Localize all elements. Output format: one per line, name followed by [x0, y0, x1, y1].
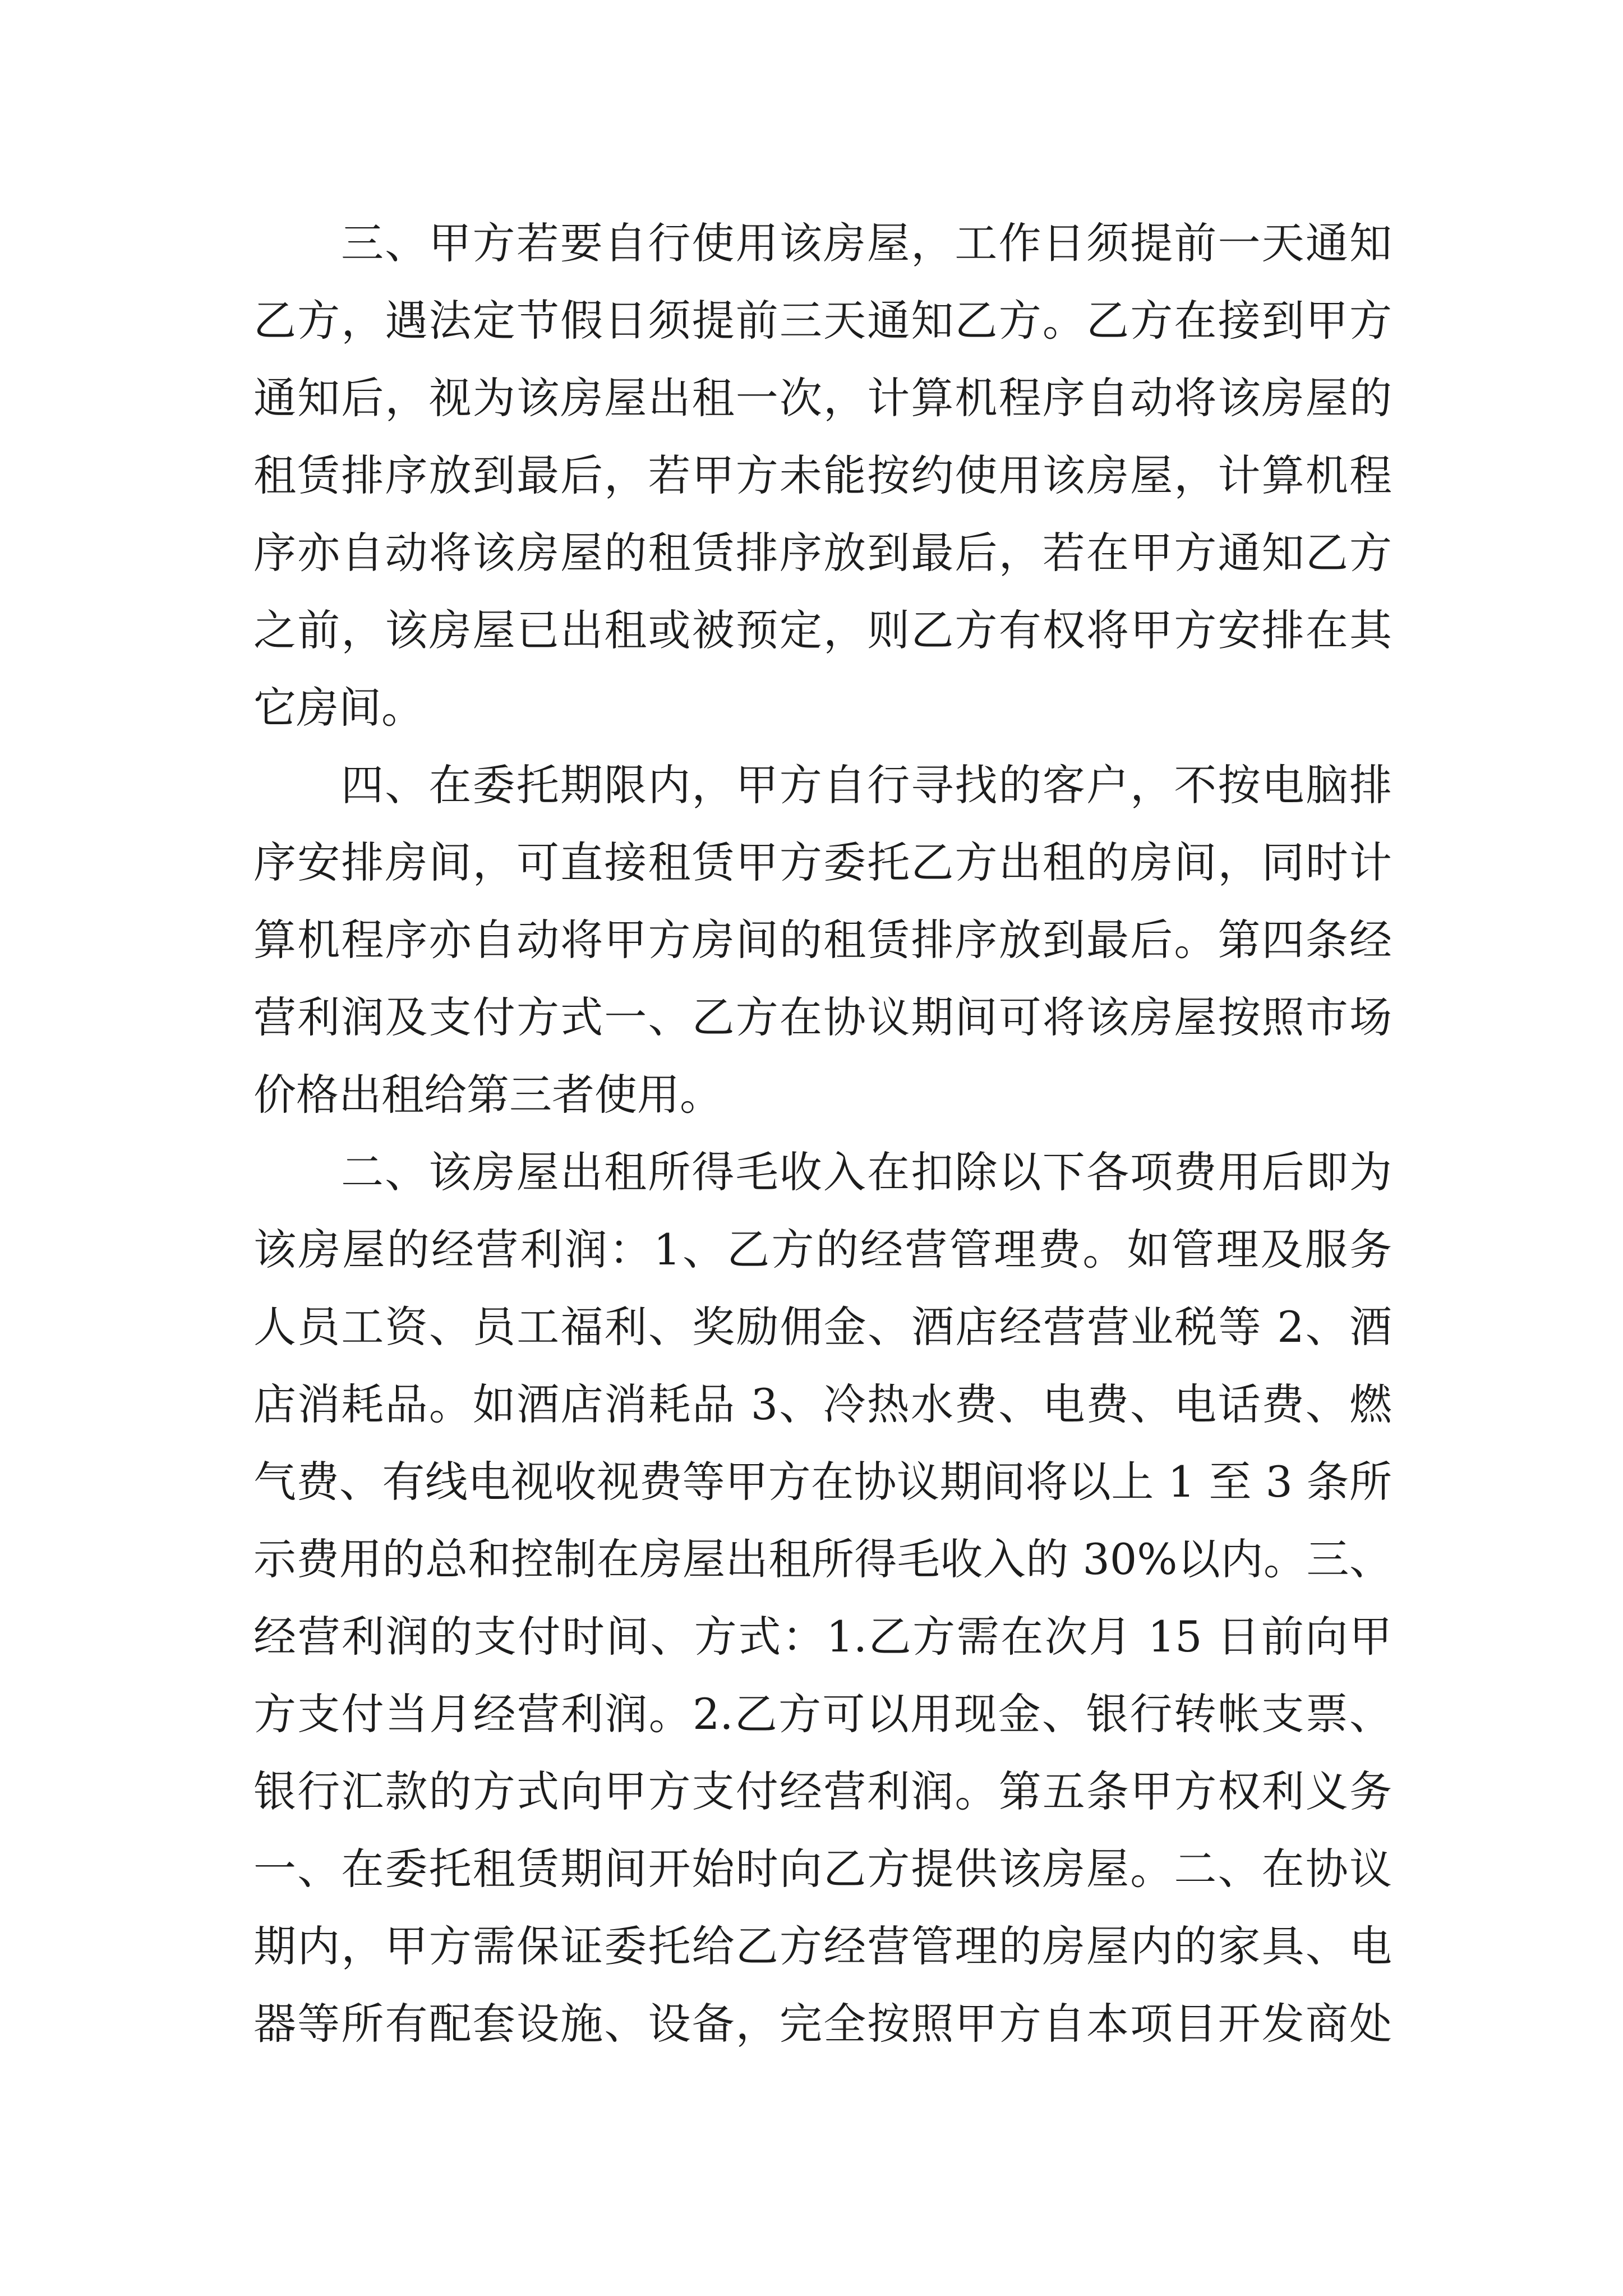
text-line: 期内，甲方需保证委托给乙方经营管理的房屋内的家具、电	[253, 1921, 1392, 1971]
paragraph-clause-3	[253, 205, 1392, 747]
text-line: 方支付当月经营利润。2.乙方可以用现金、银行转帐支票、	[253, 1689, 1392, 1739]
text-line: 通知后，视为该房屋出租一次，计算机程序自动将该房屋的	[253, 373, 1392, 423]
text-line: 之前，该房屋已出租或被预定，则乙方有权将甲方安排在其	[253, 605, 1392, 655]
text-line: 价格出租给第三者使用。	[253, 1070, 722, 1120]
text-line: 经营利润的支付时间、方式：1.乙方需在次月 15 日前向甲	[253, 1612, 1392, 1662]
text-line: 银行汇款的方式向甲方支付经营利润。第五条甲方权利义务	[253, 1766, 1392, 1816]
text-line: 序安排房间，可直接租赁甲方委托乙方出租的房间，同时计	[253, 838, 1392, 887]
text-line: 营利润及支付方式一、乙方在协议期间可将该房屋按照市场	[253, 992, 1392, 1042]
text-line: 店消耗品。如酒店消耗品 3、冷热水费、电费、电话费、燃	[253, 1379, 1392, 1429]
text-line: 三、甲方若要自行使用该房屋，工作日须提前一天通知	[341, 218, 1392, 268]
paragraph-profit-clause-2	[253, 1134, 1392, 2063]
text-line: 示费用的总和控制在房屋出租所得毛收入的 30%以内。三、	[253, 1534, 1392, 1584]
paragraph-clause-4	[253, 747, 1392, 1134]
text-line: 气费、有线电视收视费等甲方在协议期间将以上 1 至 3 条所	[253, 1457, 1392, 1507]
text-line: 它房间。	[253, 683, 424, 733]
text-line: 器等所有配套设施、设备，完全按照甲方自本项目开发商处	[253, 1999, 1392, 2049]
text-line: 人员工资、员工福利、奖励佣金、酒店经营营业税等 2、酒	[253, 1302, 1392, 1352]
text-line: 序亦自动将该房屋的租赁排序放到最后，若在甲方通知乙方	[253, 528, 1392, 578]
text-line: 该房屋的经营利润：1、乙方的经营管理费。如管理及服务	[253, 1225, 1392, 1274]
text-line: 租赁排序放到最后，若甲方未能按约使用该房屋，计算机程	[253, 450, 1392, 500]
text-line: 一、在委托租赁期间开始时向乙方提供该房屋。二、在协议	[253, 1844, 1392, 1894]
text-line: 四、在委托期限内，甲方自行寻找的客户，不按电脑排	[341, 760, 1392, 810]
document-body	[253, 205, 1392, 2063]
text-line: 乙方，遇法定节假日须提前三天通知乙方。乙方在接到甲方	[253, 296, 1392, 346]
text-line: 二、该房屋出租所得毛收入在扣除以下各项费用后即为	[341, 1147, 1392, 1197]
text-line: 算机程序亦自动将甲方房间的租赁排序放到最后。第四条经	[253, 915, 1392, 965]
